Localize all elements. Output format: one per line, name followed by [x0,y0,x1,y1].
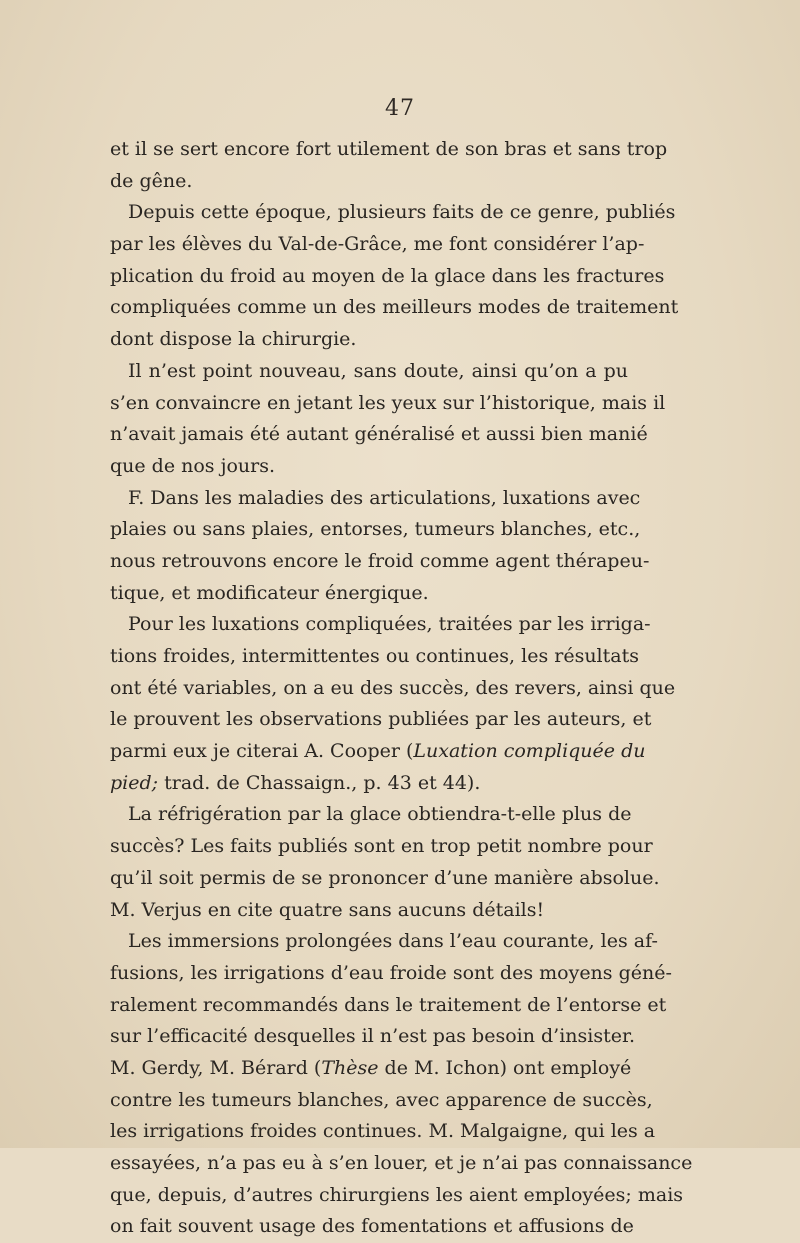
text-line [110,451,628,483]
text-segment: essayées, n’a pas eu à s’en louer, et je n’ai pas connaissance [110,1152,693,1174]
text-segment: s’en convaincre en jetant les yeux sur l’historique, mais il [110,391,666,414]
italic-segment: Luxation compliquée du [413,740,646,763]
text-line [110,863,660,895]
text-line [110,388,666,420]
text-segment: compliquées comme un des meilleurs modes de traitement [110,296,679,319]
page-number: 47 [385,96,415,121]
text-segment: tions froides, intermittentes ou continues, les résultats [110,645,639,667]
text-line [110,197,676,229]
text-line [110,419,648,451]
italic-segment: Thèse [321,1056,379,1079]
text-segment: les irrigations froides continues. M. Malgaigne, qui les a [110,1120,656,1143]
text-segment: que de nos jours. [110,454,276,477]
text-segment: succès? Les faits publiés sont en trop petit nombre pour [110,835,653,858]
text-line [110,134,668,166]
text-line [110,990,667,1022]
text-line [110,292,679,324]
text-segment: qu’il soit permis de se prononcer d’une manière absolue. [110,866,660,889]
text-segment: de M. Ichon) ont employé [378,1056,632,1079]
text-line [110,578,628,610]
text-segment: fusions, les irrigations d’eau froide sont des moyens géné- [110,961,672,984]
text-segment: n’avait jamais été autant généralisé et aussi bien manié [110,423,648,446]
text-line [110,736,646,768]
text-segment: ralement recommandés dans le traitement de l’entorse et [110,993,667,1016]
text-segment: dont dispose la chirurgie. [110,328,357,351]
text-line [110,1116,656,1148]
text-segment: plaies ou sans plaies, entorses, tumeurs blanches, etc., [110,518,641,541]
text-line [110,895,628,927]
text-line [110,166,628,198]
text-line [110,768,628,800]
text-line [110,958,672,990]
text-segment: sur l’efficacité desquelles il n’est pas besoin d’insister. [110,1025,636,1048]
text-line [110,324,628,356]
text-line [110,356,628,388]
text-segment: Pour les luxations compliquées, traitées par les irriga- [128,613,651,636]
text-line [110,1053,632,1085]
text-line [110,1021,636,1053]
text-segment: F. Dans les maladies des articulations, luxations avec [128,486,641,509]
text-segment: de gêne. [110,169,193,192]
text-segment: plication du froid au moyen de la glace dans les fractures [110,264,665,287]
text-line [110,1085,653,1117]
text-segment: Il n’est point nouveau, sans doute, ainsi qu’on a pu [128,359,628,382]
text-segment: M. Gerdy, M. Bérard ( [110,1056,322,1079]
text-segment: ont été variables, on a eu des succès, des revers, ainsi que [110,676,676,699]
body-text [110,134,693,1243]
text-segment: que, depuis, d’autres chirurgiens les aient employées; mais [110,1183,684,1206]
text-segment: tique, et modificateur énergique. [110,581,429,604]
text-line [110,799,632,831]
text-line [110,261,665,293]
text-line [110,831,653,863]
text-line [110,483,641,515]
text-line [110,1148,693,1180]
text-line [110,1180,684,1212]
text-segment: parmi eux je citerai A. Cooper ( [110,740,414,763]
text-line [110,1211,634,1243]
text-line [110,546,650,578]
text-line [110,704,652,736]
text-segment: et il se sert encore fort utilement de son bras et sans trop [110,138,668,160]
text-line [110,514,641,546]
text-segment: le prouvent les observations publiées par les auteurs, et [110,708,652,731]
italic-segment: pied; [110,771,159,794]
text-segment: par les élèves du Val-de-Grâce, me font considérer l’ap- [110,233,645,256]
text-line [110,673,676,705]
text-segment: on fait souvent usage des fomentations et affusions de [110,1215,634,1238]
text-segment: La réfrigération par la glace obtiendra-t-elle plus de [128,803,632,826]
text-line [110,641,639,673]
text-segment: nous retrouvons encore le froid comme agent thérapeu- [110,549,650,572]
text-segment: trad. de Chassaign., p. 43 et 44). [158,771,481,794]
text-segment: M. Verjus en cite quatre sans aucuns détails! [110,898,545,921]
text-line [110,229,645,261]
text-segment: Les immersions prolongées dans l’eau courante, les af- [128,930,658,953]
text-line [110,609,651,641]
text-segment: contre les tumeurs blanches, avec apparence de succès, [110,1088,653,1111]
text-line [110,926,658,958]
text-segment: Depuis cette époque, plusieurs faits de ce genre, publiés [128,201,676,224]
